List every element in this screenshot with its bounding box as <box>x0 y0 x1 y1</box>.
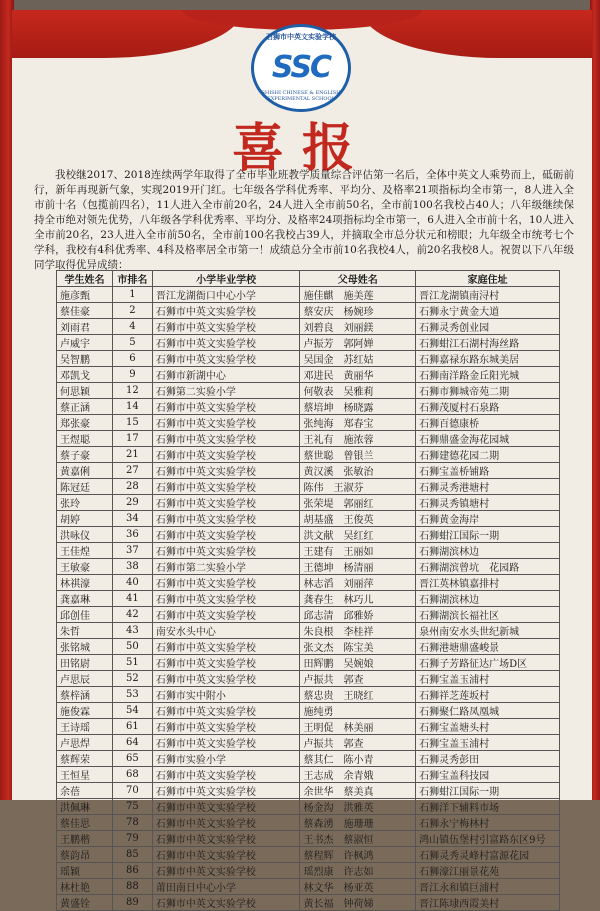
city-rank-cell: 6 <box>112 351 152 367</box>
student-name-cell: 蔡辉荣 <box>57 751 113 767</box>
table-row <box>57 751 560 767</box>
parents-cell: 施佳麒 施美莲 <box>300 287 416 303</box>
city-rank-cell: 17 <box>112 431 152 447</box>
address-cell: 石狮灵秀彭田 <box>416 751 560 767</box>
parents-cell: 王明促 林美丽 <box>300 719 416 735</box>
address-cell: 石狮茂厦村石泉路 <box>416 399 560 415</box>
logo-mark: SSC <box>271 50 331 85</box>
city-rank-cell: 85 <box>112 847 152 863</box>
city-rank-cell: 79 <box>112 831 152 847</box>
student-name-cell: 吴智鹏 <box>57 351 113 367</box>
primary-school-cell: 石狮市中英文实验学校 <box>152 831 300 847</box>
city-rank-cell: 43 <box>112 623 152 639</box>
table-body <box>57 287 560 911</box>
city-rank-cell: 65 <box>112 751 152 767</box>
table-row <box>57 671 560 687</box>
primary-school-cell: 石狮市中英文实验学校 <box>152 319 300 335</box>
parents-cell: 黄汉溪 张敏治 <box>300 463 416 479</box>
parents-cell: 瑶烈康 许志如 <box>300 863 416 879</box>
student-name-cell: 蔡子豪 <box>57 447 113 463</box>
parents-cell: 朱良根 李桂祥 <box>300 623 416 639</box>
table-row <box>57 719 560 735</box>
parents-cell: 施纯勇 <box>300 703 416 719</box>
table-row <box>57 511 560 527</box>
primary-school-cell: 石狮市中英文实验学校 <box>152 607 300 623</box>
student-name-cell: 田铭尉 <box>57 655 113 671</box>
table-row <box>57 895 560 911</box>
address-cell: 晋江龙湖镇南浔村 <box>416 287 560 303</box>
address-cell: 石狮蚶江石湖村海丝路 <box>416 335 560 351</box>
parents-cell: 余世华 蔡美真 <box>300 783 416 799</box>
parents-cell: 王礼有 施浓蓉 <box>300 431 416 447</box>
city-rank-cell: 37 <box>112 543 152 559</box>
student-name-cell: 胡婷 <box>57 511 113 527</box>
parents-cell: 卢振芳 郭阿婵 <box>300 335 416 351</box>
student-name-cell: 施俊霖 <box>57 703 113 719</box>
address-cell: 鸿山镇伍堡村引富路东区9号 <box>416 831 560 847</box>
table-row <box>57 799 560 815</box>
city-rank-cell: 2 <box>112 303 152 319</box>
student-name-cell: 蔡梓涵 <box>57 687 113 703</box>
student-name-cell: 洪咏仪 <box>57 527 113 543</box>
parents-cell: 龚春生 林巧儿 <box>300 591 416 607</box>
student-name-cell: 张铭城 <box>57 639 113 655</box>
address-cell: 石狮宝盖桥铺路 <box>416 463 560 479</box>
address-cell: 石狮蚶江国际一期 <box>416 527 560 543</box>
address-cell: 石狮湖滨曾坑 花园路 <box>416 559 560 575</box>
city-rank-cell: 61 <box>112 719 152 735</box>
table-row <box>57 495 560 511</box>
primary-school-cell: 石狮市中英文实验学校 <box>152 495 300 511</box>
address-cell: 石狮灵秀创业园 <box>416 319 560 335</box>
table-row <box>57 431 560 447</box>
student-name-cell: 王诗瑶 <box>57 719 113 735</box>
city-rank-cell: 41 <box>112 591 152 607</box>
parents-cell: 黄长福 钟荷娣 <box>300 895 416 911</box>
primary-school-cell: 石狮市实验小学 <box>152 751 300 767</box>
address-cell: 石狮宝盖玉浦村 <box>416 671 560 687</box>
student-name-cell: 蔡佳豪 <box>57 303 113 319</box>
address-cell: 石狮蚶江国际一期 <box>416 783 560 799</box>
primary-school-cell: 石狮市中英文实验学校 <box>152 671 300 687</box>
city-rank-cell: 89 <box>112 895 152 911</box>
student-name-cell: 王恒星 <box>57 767 113 783</box>
address-cell: 石狮聚仁路凤凰城 <box>416 703 560 719</box>
student-name-cell: 黄盛铨 <box>57 895 113 911</box>
address-cell: 石狮子芳路征达广场D区 <box>416 655 560 671</box>
primary-school-cell: 石狮市中英文实验学校 <box>152 431 300 447</box>
parents-cell: 王德坤 杨清丽 <box>300 559 416 575</box>
primary-school-cell: 石狮市新湖中心 <box>152 367 300 383</box>
table-row <box>57 335 560 351</box>
city-rank-cell: 14 <box>112 399 152 415</box>
address-cell: 晋江永和镇巨浦村 <box>416 879 560 895</box>
primary-school-cell: 石狮第二实验小学 <box>152 383 300 399</box>
address-cell: 石狮宝盖科技园 <box>416 767 560 783</box>
address-cell: 石狮市狮城帝苑二期 <box>416 383 560 399</box>
address-cell: 石狮百德康桥 <box>416 415 560 431</box>
student-name-cell: 蔡正涵 <box>57 399 113 415</box>
address-cell: 石狮宝盖塘头村 <box>416 719 560 735</box>
student-name-cell: 林祺濠 <box>57 575 113 591</box>
logo-text-bottom: SHISHI CHINESE & ENGLISH EXPERIMENTAL SCHOOL <box>261 90 341 102</box>
city-rank-cell: 15 <box>112 415 152 431</box>
primary-school-cell: 石狮市中英文实验学校 <box>152 479 300 495</box>
address-cell: 石狮永宁梅林村 <box>416 815 560 831</box>
address-cell: 泉州南安水头世纪新城 <box>416 623 560 639</box>
primary-school-cell: 石狮市中英文实验学校 <box>152 527 300 543</box>
student-name-cell: 瑶颖 <box>57 863 113 879</box>
primary-school-cell: 石狮市中英文实验学校 <box>152 719 300 735</box>
city-rank-cell: 70 <box>112 783 152 799</box>
city-rank-cell: 68 <box>112 767 152 783</box>
parents-cell: 刘碧良 刘丽鎂 <box>300 319 416 335</box>
parents-cell: 卢振共 郭查 <box>300 735 416 751</box>
city-rank-cell: 64 <box>112 735 152 751</box>
address-cell: 石狮灵秀灵峰村富源花园 <box>416 847 560 863</box>
city-rank-cell: 53 <box>112 687 152 703</box>
table-row <box>57 703 560 719</box>
primary-school-cell: 石狮市中英文实验学校 <box>152 895 300 911</box>
parents-cell: 何敬表 吴雅莉 <box>300 383 416 399</box>
parents-cell: 蔡安庆 杨婉珍 <box>300 303 416 319</box>
student-name-cell: 卢思焊 <box>57 735 113 751</box>
student-name-cell: 刘雨君 <box>57 319 113 335</box>
city-rank-cell: 27 <box>112 463 152 479</box>
page-title: 喜报 <box>231 118 372 179</box>
city-rank-cell: 54 <box>112 703 152 719</box>
primary-school-cell: 石狮市中英文实验学校 <box>152 303 300 319</box>
address-cell: 石狮濠江丽景花苑 <box>416 863 560 879</box>
parents-cell: 王书杰 蔡淑恒 <box>300 831 416 847</box>
primary-school-cell: 石狮市中英文实验学校 <box>152 543 300 559</box>
city-rank-cell: 51 <box>112 655 152 671</box>
parents-cell: 陈伟 王淑芬 <box>300 479 416 495</box>
primary-school-cell: 石狮市实中附小 <box>152 687 300 703</box>
address-cell: 石狮祥芝莲坂村 <box>416 687 560 703</box>
table-header-row <box>57 271 560 287</box>
primary-school-cell: 石狮市中英文实验学校 <box>152 447 300 463</box>
table-row <box>57 815 560 831</box>
parents-cell: 吴国金 苏红姑 <box>300 351 416 367</box>
student-name-cell: 洪佩琳 <box>57 799 113 815</box>
primary-school-cell: 石狮市中英文实验学校 <box>152 399 300 415</box>
table-row <box>57 351 560 367</box>
city-rank-cell: 1 <box>112 287 152 303</box>
table-row <box>57 543 560 559</box>
primary-school-cell: 南安水头中心 <box>152 623 300 639</box>
table-row <box>57 479 560 495</box>
student-name-cell: 朱哲 <box>57 623 113 639</box>
table-row <box>57 447 560 463</box>
header-city-rank: 市排名 <box>112 271 152 287</box>
student-name-cell: 余蓓 <box>57 783 113 799</box>
parents-cell: 王志成 余青娥 <box>300 767 416 783</box>
city-rank-cell: 4 <box>112 319 152 335</box>
student-name-cell: 王煜聪 <box>57 431 113 447</box>
header <box>12 10 592 178</box>
address-cell: 石狮鼎盛金海花园城 <box>416 431 560 447</box>
header-address: 家庭住址 <box>416 271 560 287</box>
address-cell: 石狮港塘鼎盛峻景 <box>416 639 560 655</box>
city-rank-cell: 86 <box>112 863 152 879</box>
logo-text-top: 石狮市中英文实验学校 <box>266 32 336 41</box>
student-name-cell: 蔡佳思 <box>57 815 113 831</box>
honor-table <box>56 270 560 911</box>
address-cell: 石狮建德花园二期 <box>416 447 560 463</box>
parents-cell: 蔡培坤 杨晓露 <box>300 399 416 415</box>
student-name-cell: 龚嘉琳 <box>57 591 113 607</box>
city-rank-cell: 52 <box>112 671 152 687</box>
table-row <box>57 367 560 383</box>
address-cell: 石狮灵秀镇塘村 <box>416 495 560 511</box>
parents-cell: 田辉鹏 吴婉娘 <box>300 655 416 671</box>
primary-school-cell: 石狮市中英文实验学校 <box>152 703 300 719</box>
primary-school-cell: 石狮市中英文实验学校 <box>152 351 300 367</box>
parents-cell: 张纯海 郑春宝 <box>300 415 416 431</box>
primary-school-cell: 石狮市中英文实验学校 <box>152 639 300 655</box>
header-primary-school: 小学毕业学校 <box>152 271 300 287</box>
intro-paragraph: 我校继2017、2018连续两学年取得了全市毕业班教学质量综合评估第一名后，全体中英文人乘势而上，砥砺前行，新年再现新气象，实现2019开门红。七年级各学科优秀率、平均分、及格率21项指标均全市第一，8人进入全市前十名（包揽前四名），11人进入全市前20名，24人进入全市前50名，全市前100名我校占40人；八年级继续保持全市绝对领先优势，八年级各学科优秀率、平均分、及格率24项指标均全市第一，6人进入全市前十名，10人进入全市前20名，23人进入全市前50名，全市前100名我校占39人，并摘取全市总分状元和榜眼；九年级全市统考七个学科，我校有4科优秀率、4科及格率居全市第一！成绩总分全市前10名我校4人，前20名我校8人。祝贺以下八年级同学取得优异成绩： <box>34 169 574 271</box>
student-name-cell: 郑张豪 <box>57 415 113 431</box>
student-name-cell: 王佳煌 <box>57 543 113 559</box>
student-name-cell: 卢思辰 <box>57 671 113 687</box>
address-cell: 晋江陈埭西霞美村 <box>416 895 560 911</box>
city-rank-cell: 42 <box>112 607 152 623</box>
table-row <box>57 783 560 799</box>
city-rank-cell: 75 <box>112 799 152 815</box>
table-row <box>57 527 560 543</box>
primary-school-cell: 石狮市中英文实验学校 <box>152 847 300 863</box>
city-rank-cell: 29 <box>112 495 152 511</box>
student-name-cell: 王鹏楷 <box>57 831 113 847</box>
city-rank-cell: 28 <box>112 479 152 495</box>
address-cell: 石狮湖滨林边 <box>416 591 560 607</box>
table-row <box>57 303 560 319</box>
city-rank-cell: 36 <box>112 527 152 543</box>
primary-school-cell: 石狮市中英文实验学校 <box>152 767 300 783</box>
table-row <box>57 863 560 879</box>
primary-school-cell: 晋江龙湖衙口中心小学 <box>152 287 300 303</box>
student-name-cell: 陈冠廷 <box>57 479 113 495</box>
table-row <box>57 879 560 895</box>
address-cell: 晋江英林镇嘉排村 <box>416 575 560 591</box>
table-row <box>57 831 560 847</box>
student-name-cell: 黄嘉俐 <box>57 463 113 479</box>
table-row <box>57 655 560 671</box>
parents-cell: 杨金沟 洪雅英 <box>300 799 416 815</box>
student-name-cell: 邱创佳 <box>57 607 113 623</box>
table-row <box>57 639 560 655</box>
student-name-cell: 张玲 <box>57 495 113 511</box>
address-cell: 石狮湖滨长福社区 <box>416 607 560 623</box>
student-name-cell: 王敏豪 <box>57 559 113 575</box>
parents-cell: 林志滔 刘丽萍 <box>300 575 416 591</box>
school-logo <box>245 24 357 112</box>
student-name-cell: 蔡韵昂 <box>57 847 113 863</box>
primary-school-cell: 石狮市第二实验小学 <box>152 559 300 575</box>
table-row <box>57 735 560 751</box>
parents-cell: 蔡忠贵 王晓红 <box>300 687 416 703</box>
table-row <box>57 415 560 431</box>
city-rank-cell: 78 <box>112 815 152 831</box>
parents-cell: 卢振共 郭查 <box>300 671 416 687</box>
address-cell: 石狮宝盖玉浦村 <box>416 735 560 751</box>
primary-school-cell: 石狮市中英文实验学校 <box>152 815 300 831</box>
student-name-cell: 林杜艳 <box>57 879 113 895</box>
primary-school-cell: 石狮市中英文实验学校 <box>152 799 300 815</box>
table-row <box>57 287 560 303</box>
header-student-name: 学生姓名 <box>57 271 113 287</box>
primary-school-cell: 石狮市中英文实验学校 <box>152 463 300 479</box>
student-name-cell: 卢威宇 <box>57 335 113 351</box>
table-row <box>57 399 560 415</box>
announcement-board <box>12 10 592 910</box>
student-name-cell: 邓凯戈 <box>57 367 113 383</box>
table-row <box>57 767 560 783</box>
primary-school-cell: 石狮市中英文实验学校 <box>152 415 300 431</box>
table-row <box>57 575 560 591</box>
primary-school-cell: 石狮市中英文实验学校 <box>152 735 300 751</box>
address-cell: 石狮灵秀港塘村 <box>416 479 560 495</box>
parents-cell: 张荣堤 郭丽红 <box>300 495 416 511</box>
parents-cell: 蔡世聪 曾银兰 <box>300 447 416 463</box>
student-name-cell: 何思颖 <box>57 383 113 399</box>
table-row <box>57 847 560 863</box>
city-rank-cell: 50 <box>112 639 152 655</box>
primary-school-cell: 石狮市中英文实验学校 <box>152 863 300 879</box>
city-rank-cell: 40 <box>112 575 152 591</box>
address-cell: 石狮嘉禄东路东城美居 <box>416 351 560 367</box>
primary-school-cell: 石狮市中英文实验学校 <box>152 575 300 591</box>
table-row <box>57 463 560 479</box>
table-row <box>57 383 560 399</box>
parents-cell: 邓进民 黄丽华 <box>300 367 416 383</box>
city-rank-cell: 88 <box>112 879 152 895</box>
primary-school-cell: 石狮市中英文实验学校 <box>152 335 300 351</box>
parents-cell: 张文杰 陈宝美 <box>300 639 416 655</box>
primary-school-cell: 莆田南日中心小学 <box>152 879 300 895</box>
city-rank-cell: 9 <box>112 367 152 383</box>
parents-cell: 蔡其仁 陈小青 <box>300 751 416 767</box>
address-cell: 石狮洋下辅料市场 <box>416 799 560 815</box>
header-parents: 父母姓名 <box>300 271 416 287</box>
parents-cell: 林文华 杨亚英 <box>300 879 416 895</box>
address-cell: 石狮永宁黄金大道 <box>416 303 560 319</box>
student-name-cell: 施彦甄 <box>57 287 113 303</box>
address-cell: 石狮黄金海岸 <box>416 511 560 527</box>
parents-cell: 胡基盛 王俊英 <box>300 511 416 527</box>
primary-school-cell: 石狮市中英文实验学校 <box>152 511 300 527</box>
honor-table-wrap <box>56 270 560 911</box>
address-cell: 石狮南洋路金丘阳光城 <box>416 367 560 383</box>
city-rank-cell: 5 <box>112 335 152 351</box>
parents-cell: 蔡森湧 施珊珊 <box>300 815 416 831</box>
city-rank-cell: 12 <box>112 383 152 399</box>
parents-cell: 洪文献 吴红红 <box>300 527 416 543</box>
table-row <box>57 319 560 335</box>
parents-cell: 蔡程辉 许枫鸿 <box>300 847 416 863</box>
table-row <box>57 687 560 703</box>
table-row <box>57 591 560 607</box>
city-rank-cell: 38 <box>112 559 152 575</box>
address-cell: 石狮湖滨林边 <box>416 543 560 559</box>
table-row <box>57 607 560 623</box>
parents-cell: 邱志清 邱雅娇 <box>300 607 416 623</box>
city-rank-cell: 34 <box>112 511 152 527</box>
table-row <box>57 623 560 639</box>
city-rank-cell: 21 <box>112 447 152 463</box>
primary-school-cell: 石狮市中英文实验学校 <box>152 783 300 799</box>
primary-school-cell: 石狮市中英文实验学校 <box>152 591 300 607</box>
table-row <box>57 559 560 575</box>
primary-school-cell: 石狮市中英文实验学校 <box>152 655 300 671</box>
parents-cell: 王建有 王丽如 <box>300 543 416 559</box>
